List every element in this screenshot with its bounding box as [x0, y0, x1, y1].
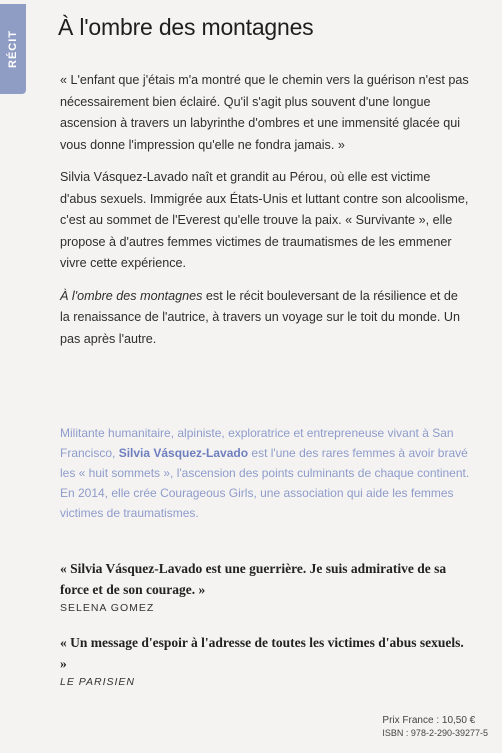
back-cover-text [60, 70, 470, 350]
press-quote-1 [60, 558, 470, 614]
price-block [382, 714, 488, 740]
closing-title: À l'ombre des montagnes [60, 288, 203, 303]
summary: Silvia Vásquez-Lavado naît et grandit au Pérou, où elle est victime d'abus sexuels. Immigrée aux États-Unis et luttant contre son alcoolisme, c'est au sommet de l'Everest qu'elle trouve la paix. « Survivante », elle propose à d'autres femmes victimes de traumatismes de les emmener vivre cette expérience. [60, 170, 469, 270]
press-quote-text: « Silvia Vásquez-Lavado est une guerrière. Je suis admirative de sa force et de son courage. » [60, 561, 447, 597]
press-quote-source: LE PARISIEN [60, 676, 135, 688]
closing-rest: est le récit bouleversant de la résilience et de la renaissance de l'autrice, à travers un voyage sur le toit du monde. Un pas après l'autre. [60, 288, 461, 346]
author-bio [60, 423, 470, 523]
bio-part2: est l'une des rares femmes à avoir bravé les « huit sommets », l'ascension des points culminants de chaque continent. En 2014, elle crée Courageous Girls, une association qui aide les femmes victimes de traumatismes. [60, 446, 470, 520]
price-label: Prix France : 10,50 € [382, 715, 476, 726]
category-label: RÉCIT [7, 30, 19, 68]
closing-paragraph [60, 286, 470, 351]
book-title: À l'ombre des montagnes [58, 14, 314, 40]
author-name: Silvia Vásquez-Lavado [118, 446, 249, 460]
intro-quote: « L'enfant que j'étais m'a montré que le chemin vers la guérison n'est pas nécessairement bien éclairé. Qu'il s'agit plus souvent d'une longue ascension à travers un labyrinthe d'ombres et une immensité glacée qui vous donne l'impression qu'elle ne fondra jamais. » [60, 73, 469, 152]
press-quote-source: SELENA GOMEZ [60, 602, 155, 614]
bio-text [60, 423, 470, 523]
category-tab [0, 4, 26, 94]
isbn: ISBN : 978-2-290-39277-5 [382, 728, 488, 738]
press-quote-text: « Un message d'espoir à l'adresse de toutes les victimes d'abus sexuels. » [60, 635, 464, 671]
press-quote-2 [60, 632, 470, 688]
bio-part1: Militante humanitaire, alpiniste, exploratrice et entrepreneuse vivant à San Francisco, [60, 426, 454, 460]
